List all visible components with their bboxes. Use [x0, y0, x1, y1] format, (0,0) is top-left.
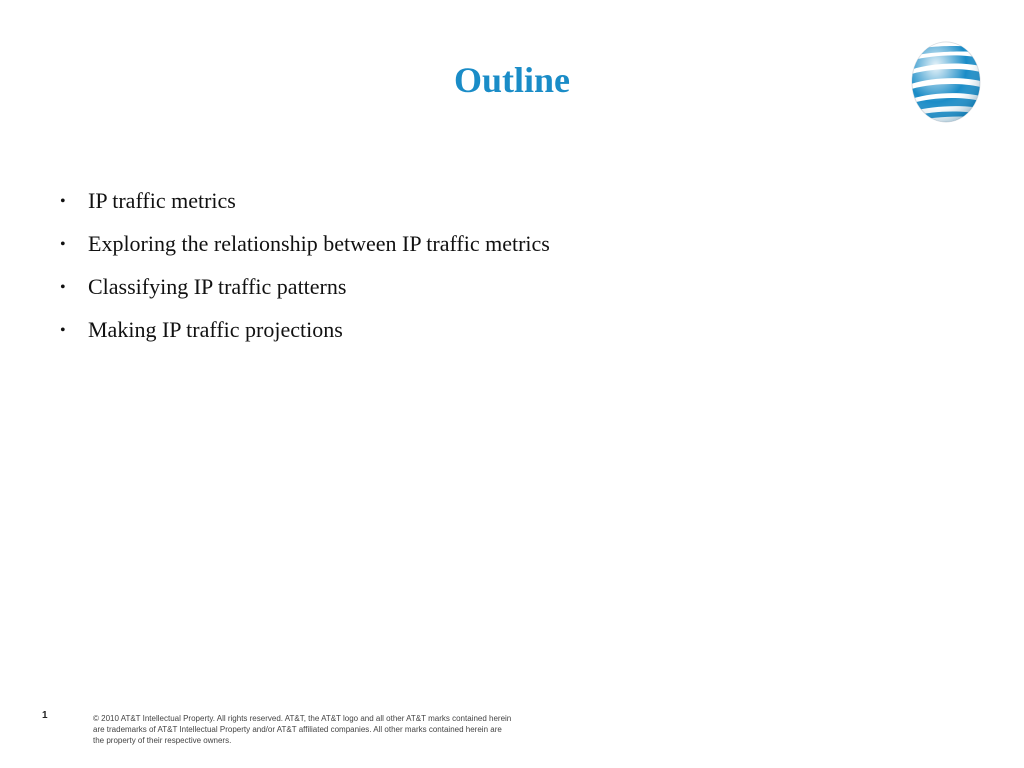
bullet-text: Classifying IP traffic patterns — [88, 274, 347, 299]
bullet-list — [56, 184, 550, 356]
copyright-line: © 2010 AT&T Intellectual Property. All rights reserved. AT&T, the AT&T logo and all other AT&T marks contained herein — [93, 714, 512, 723]
bullet-glyph: • — [60, 193, 66, 210]
att-globe-icon — [908, 40, 984, 124]
slide-title: Outline — [453, 60, 570, 100]
bullet-glyph: • — [60, 322, 66, 339]
bullet-item — [56, 227, 550, 270]
bullet-text: IP traffic metrics — [88, 188, 236, 213]
bullet-item — [56, 313, 550, 356]
bullet-item — [56, 184, 550, 227]
bullet-glyph: • — [60, 236, 66, 253]
bullet-item — [56, 270, 550, 313]
bullet-glyph: • — [60, 279, 66, 296]
att-globe-logo — [908, 40, 984, 124]
page-number: 1 — [42, 710, 48, 721]
copyright-line: the property of their respective owners. — [93, 736, 232, 745]
copyright-line: are trademarks of AT&T Intellectual Property and/or AT&T affiliated companies. All other marks contained herein are — [93, 725, 502, 734]
bullet-text: Making IP traffic projections — [88, 317, 343, 342]
bullet-text: Exploring the relationship between IP traffic metrics — [88, 231, 550, 256]
copyright-notice — [93, 713, 623, 746]
